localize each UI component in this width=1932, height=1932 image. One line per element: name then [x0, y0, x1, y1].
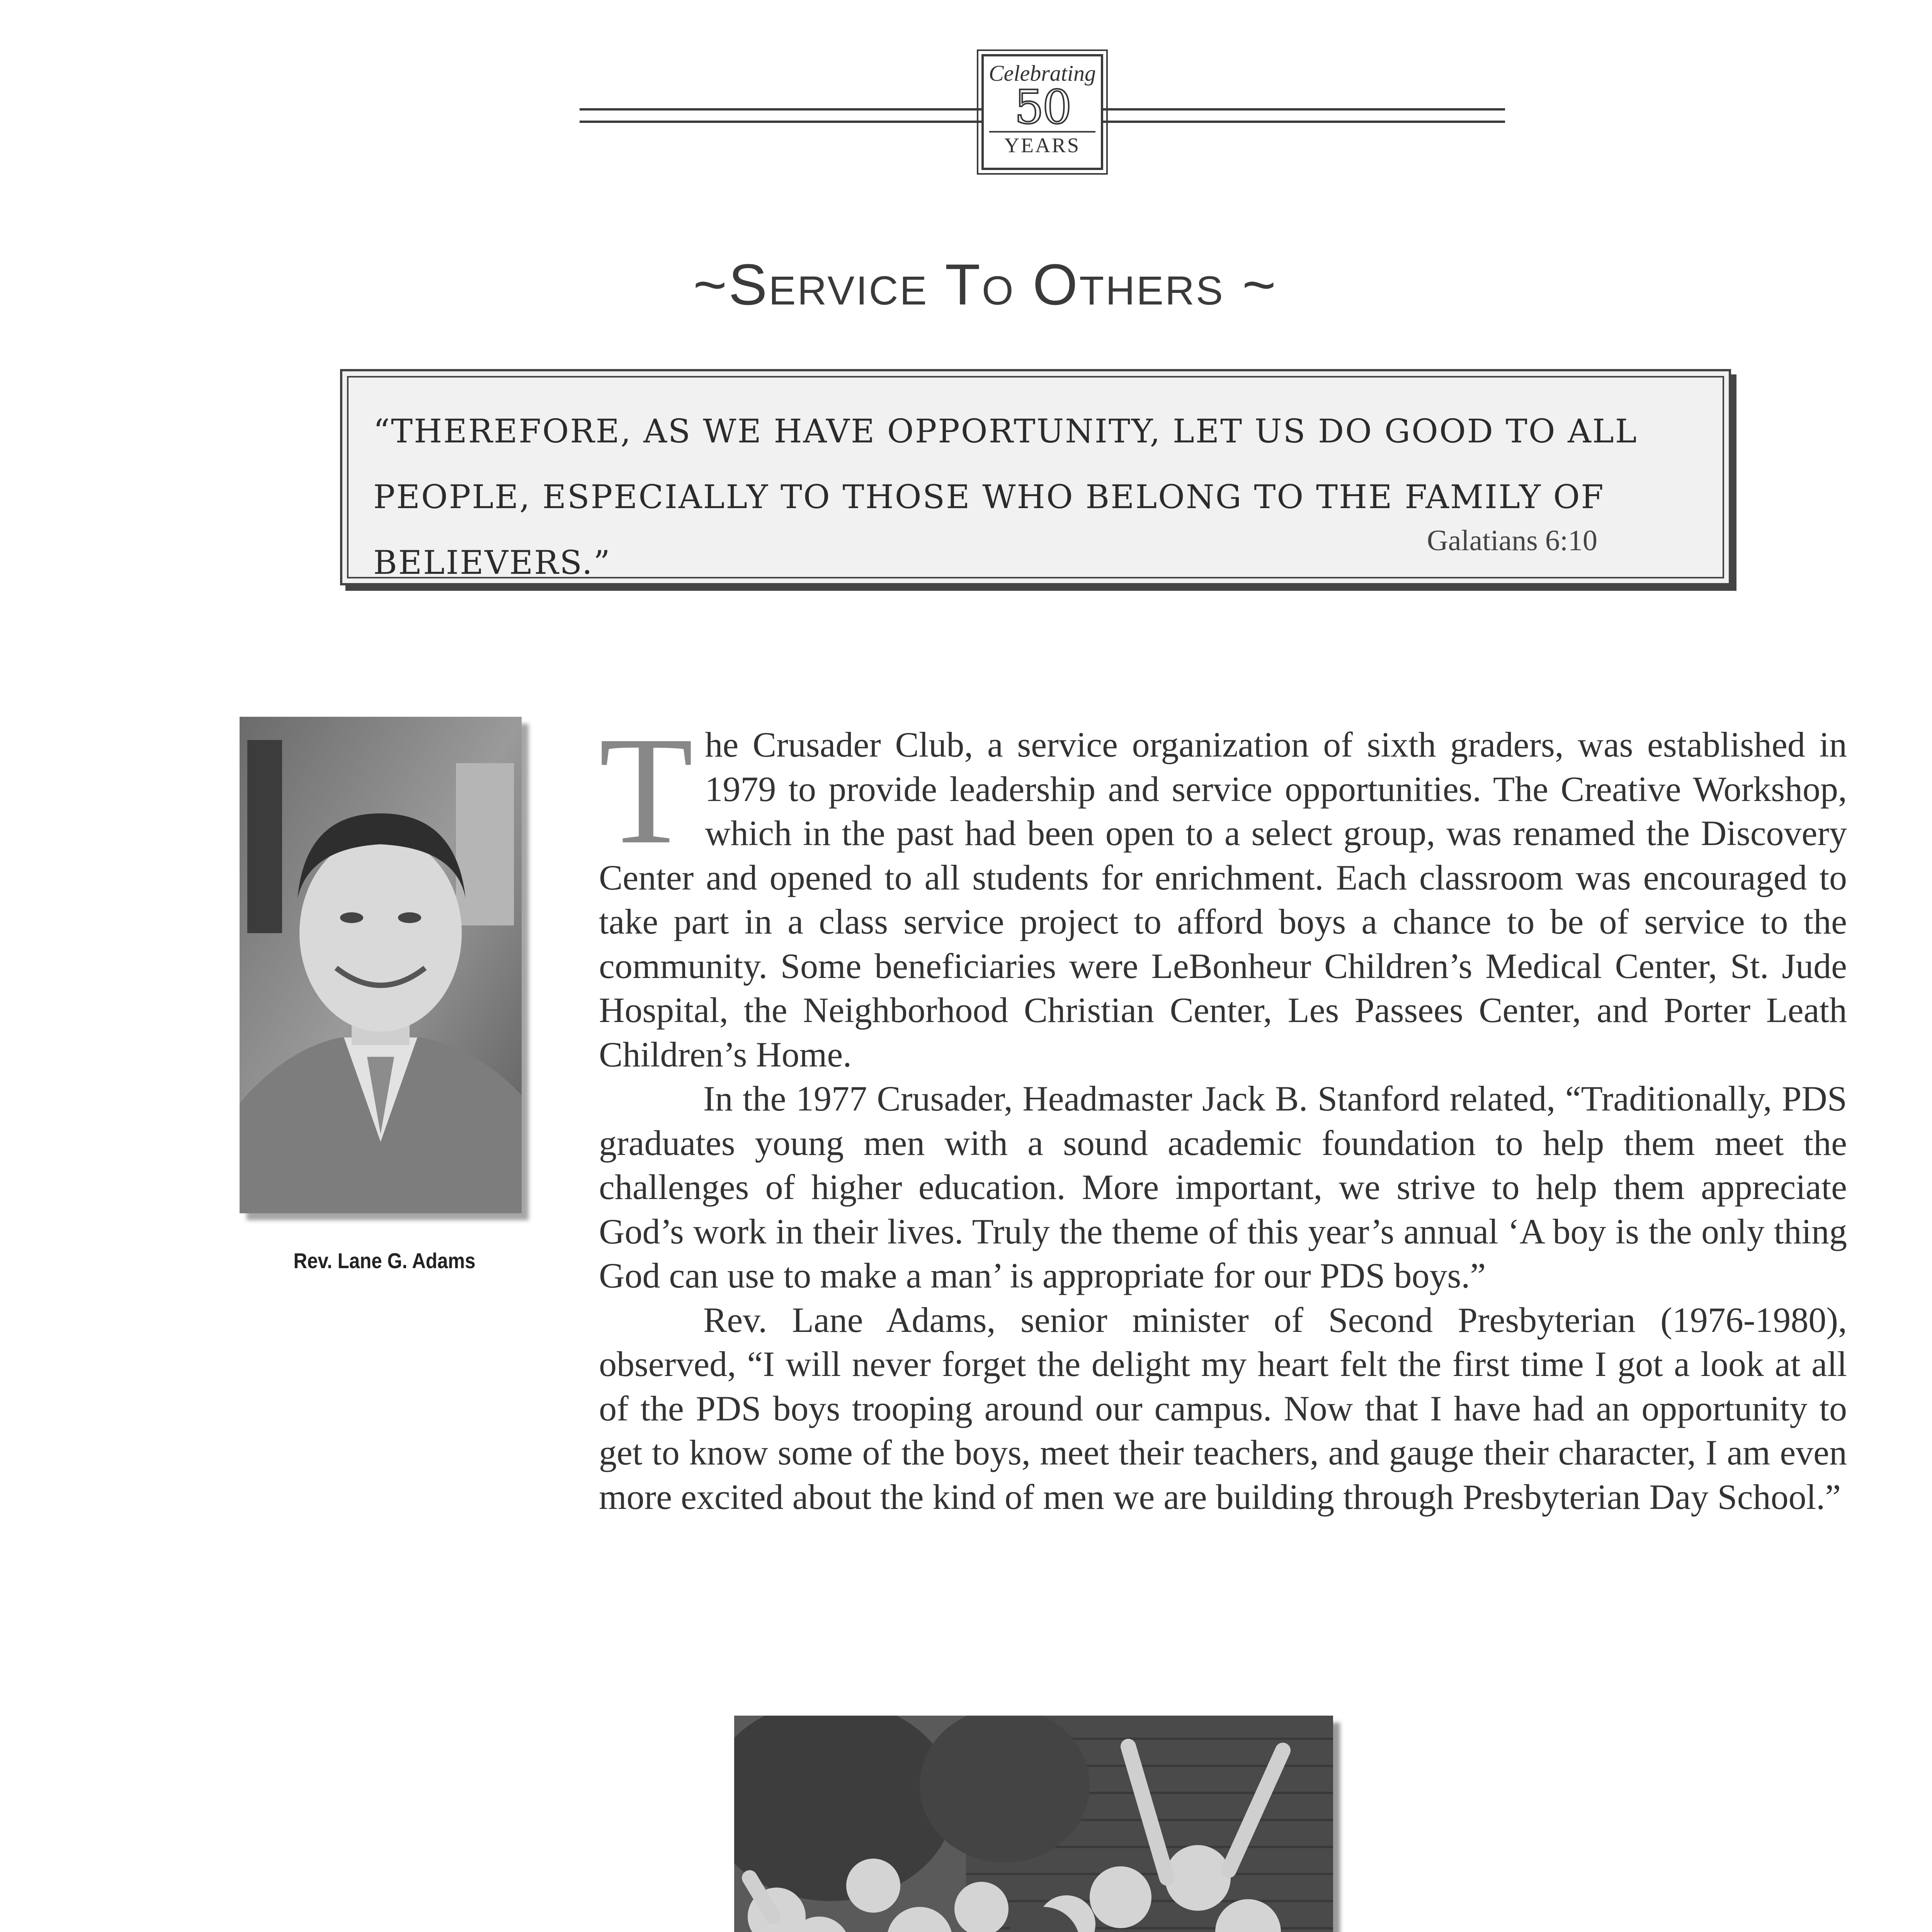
article-body [599, 705, 1847, 1519]
group-photo-image [734, 1716, 1333, 1932]
header-rule-right [1103, 108, 1505, 123]
article-paragraph-1: he Crusader Club, a service organization of sixth graders, was established in 1979 to provide leadership and service opportunities. The Creative Workshop, which in the past had been open to a select group, was renamed the Discovery Center and opened to all students for enrichment. Each classroom was encouraged to take part in a class service project to afford boys a chance to be of service to the community. Some beneficiaries were LeBonheur Children’s Medical Center, St. Jude Hospital, the Neighborhood Christian Center, Les Passees Center, and Porter Leath Children’s Home. [599, 725, 1847, 1074]
scripture-quote-box [340, 369, 1731, 585]
scripture-reference: Galatians 6:10 [1427, 524, 1597, 557]
portrait-caption: Rev. Lane G. Adams [293, 1248, 476, 1273]
badge-celebrating: Celebrating [988, 61, 1096, 86]
portrait-image [240, 717, 522, 1213]
portrait-photo [240, 717, 522, 1213]
article-paragraph-3: Rev. Lane Adams, senior minister of Second Presbyterian (1976-1980), observed, “I will never forget the delight my heart felt the first time I got a look at all of the PDS boys trooping around our campus. Now that I have had an opportunity to get to know some of the boys, meet their teachers, and gauge their character, I am even more excited about the kind of men we are building through Presbyterian Day School.” [599, 1300, 1847, 1517]
page-title: ~Service To Others ~ [693, 252, 1278, 317]
header-rule-left [580, 108, 981, 123]
anniversary-badge [981, 54, 1103, 170]
group-photo [734, 1716, 1333, 1932]
scripture-quote-text: “THEREFORE, AS WE HAVE OPPORTUNITY, LET US DO GOOD TO ALL PEOPLE, ESPECIALLY TO THOSE WHO BELONG TO THE FAMILY OF BELIEVERS.” [373, 412, 1638, 582]
badge-number: 50 [1014, 81, 1070, 134]
badge-years: YEARS [989, 131, 1095, 157]
article-paragraph-2: In the 1977 Crusader, Headmaster Jack B. Stanford related, “Traditionally, PDS graduates young men with a sound academic foundation to help them meet the challenges of higher education. More important, we strive to help them appreciate God’s work in their lives. Truly the theme of this year’s annual ‘A boy is the only thing God can use to make a man’ is appropriate for our PDS boys.” [599, 1079, 1847, 1295]
drop-cap: T [599, 705, 694, 876]
